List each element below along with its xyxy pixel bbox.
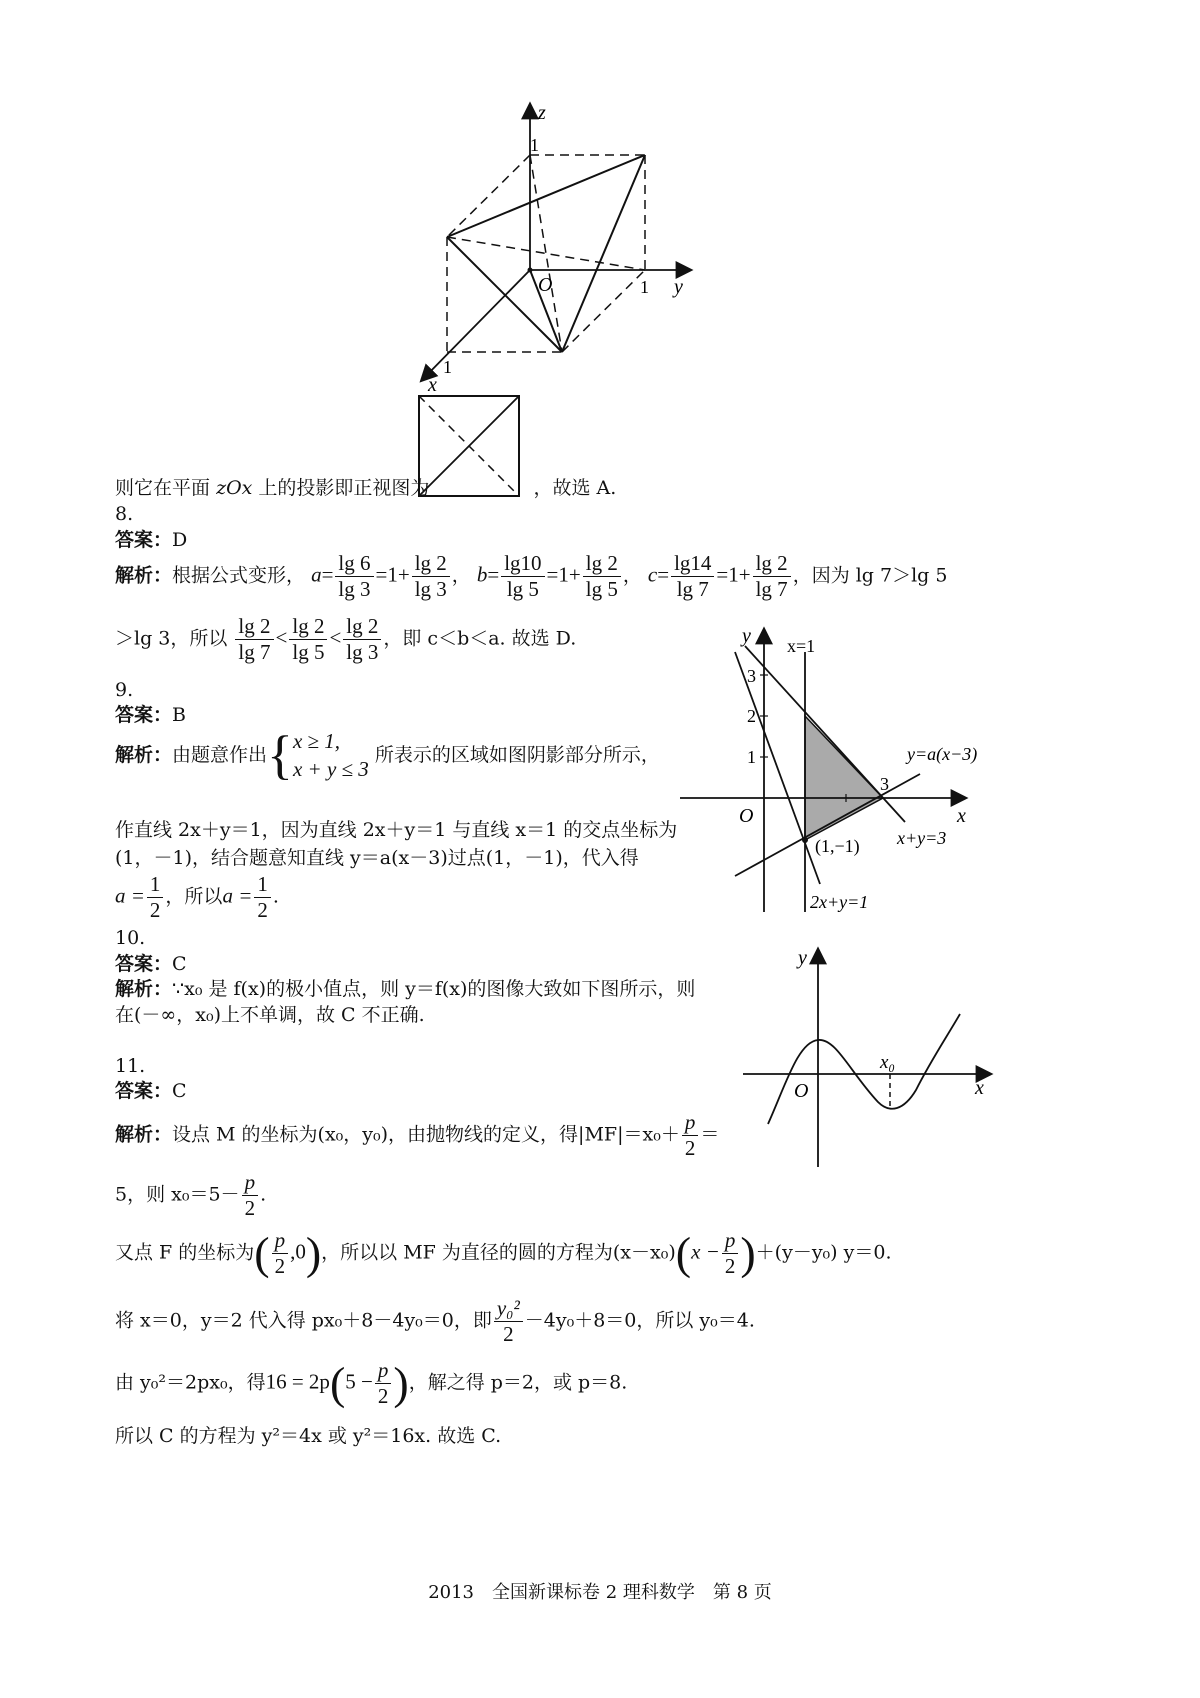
graph9-x-label: x: [957, 805, 966, 827]
q7-conclusion: 则它在平面 zOx 上的投影即正视图为 ，故选 A.: [115, 477, 617, 499]
q11-solution-line4: 将 x＝0，y＝2 代入得 px₀＋8－4y₀＝0，即 $\frac{\text{y₀²}}{2}$ －4y₀＋8＝0，所以 y₀＝4.: [115, 1296, 755, 1346]
q9-solution-line4: a = $\frac{1}{2}$ ，所以a = $\frac{1}{2}$ .: [115, 872, 279, 922]
y-axis-label: y: [674, 276, 683, 298]
graph9-origin: O: [739, 805, 754, 827]
page-footer: 2013 全国新课标卷 2 理科数学 第 8 页: [428, 1582, 772, 1603]
y-one-label: 1: [640, 277, 649, 297]
cube-projection-figure: [400, 95, 720, 405]
graph9-line-2x-label: 2x+y=1: [810, 892, 869, 912]
graph10-y-label: y: [798, 947, 807, 969]
x-axis-label: x: [428, 374, 437, 396]
q9-solution-line2: 作直线 2x＋y＝1，因为直线 2x＋y＝1 与直线 x＝1 的交点坐标为: [115, 819, 678, 841]
q10-answer: 答案：C: [115, 953, 187, 975]
q10-solution-line1: 解析：∵x₀ 是 f(x)的极小值点，则 y＝f(x)的图像大致如下图所示，则: [115, 978, 696, 1000]
q9-solution-line1: 解析：由题意作出{ x ≥ 1, x + y ≤ 3 所表示的区域如图阴影部分所示，: [115, 725, 660, 785]
q8-solution-line2: ＞lg 3，所以 $\frac{\lg 2}{\lg 7}$ < $\frac{\lg 2}{\lg 5}$ < $\frac{\lg 2}{\lg 3}$ ，即 c＜b＜a. 故选 D.: [115, 614, 577, 664]
q11-solution-line2: 5，则 x₀＝5－ $\frac{p}{2}$ .: [115, 1170, 267, 1220]
x-one-label: 1: [443, 357, 452, 377]
q11-number: 11.: [115, 1055, 146, 1077]
graph10-origin: O: [794, 1080, 809, 1102]
graph9-xtick3: 3: [880, 774, 889, 794]
origin-label: O: [538, 274, 553, 296]
q10-curve-graph: [738, 942, 1000, 1170]
graph9-tick3: 3: [747, 666, 756, 686]
q11-solution-line3: 又点 F 的坐标为( $\frac{p}{2}$ ,0)，所以以 MF 为直径的圆的方程为(x－x₀)(x − $\frac{p}{2}$ )＋(y－y₀) y＝0.: [115, 1227, 892, 1279]
graph9-line-a-label: y=a(x−3): [907, 744, 978, 764]
q11-solution-line6: 所以 C 的方程为 y²＝4x 或 y²＝16x. 故选 C.: [115, 1425, 502, 1447]
graph9-x1-label: x=1: [787, 636, 816, 656]
graph9-y-label: y: [742, 625, 751, 647]
graph9-tick2: 2: [747, 706, 756, 726]
graph9-point-label: (1,−1): [815, 836, 860, 856]
q9-number: 9.: [115, 679, 134, 701]
q8-answer: 答案：D: [115, 529, 188, 551]
q11-solution-line5: 由 y₀²＝2px₀，得16 = 2p(5 − $\frac{p}{2}$ )，解之得 p＝2，或 p＝8.: [115, 1357, 628, 1409]
graph9-line-sum-label: x+y=3: [897, 828, 947, 848]
q8-number: 8.: [115, 503, 134, 525]
z-axis-label: z: [538, 102, 546, 124]
z-one-label: 1: [530, 135, 539, 155]
q10-number: 10.: [115, 927, 146, 949]
q11-solution-line1: 解析：设点 M 的坐标为(x₀，y₀)，由抛物线的定义，得|MF|＝x₀＋ $\frac{p}{2}$ ＝: [115, 1110, 720, 1160]
graph10-x-label: x: [975, 1077, 984, 1099]
q8-solution-line1: 解析：根据公式变形， a= $\frac{\lg 6}{\lg 3}$ =1+ $\frac{\lg 2}{\lg 3}$ ， b= $\frac{\lg 10}{\lg 5}$ =1+ $\frac{\lg 2}{\lg 5}$ ， c= $\frac{\lg 14}{\lg 7}$ =1+ $\frac{\lg 2}{\lg 7}$ ，因为 lg 7＞lg 5: [115, 551, 948, 601]
q9-region-graph: [675, 622, 985, 917]
q10-solution-line2: 在(－∞，x₀)上不单调，故 C 不正确.: [115, 1004, 425, 1026]
graph10-x0-label: x₀: [880, 1052, 896, 1073]
q9-solution-line3: (1，－1)，结合题意知直线 y＝a(x－3)过点(1，－1)，代入得: [115, 847, 639, 869]
graph9-tick1: 1: [747, 747, 756, 767]
q11-answer: 答案：C: [115, 1080, 187, 1102]
q9-answer: 答案：B: [115, 704, 186, 726]
